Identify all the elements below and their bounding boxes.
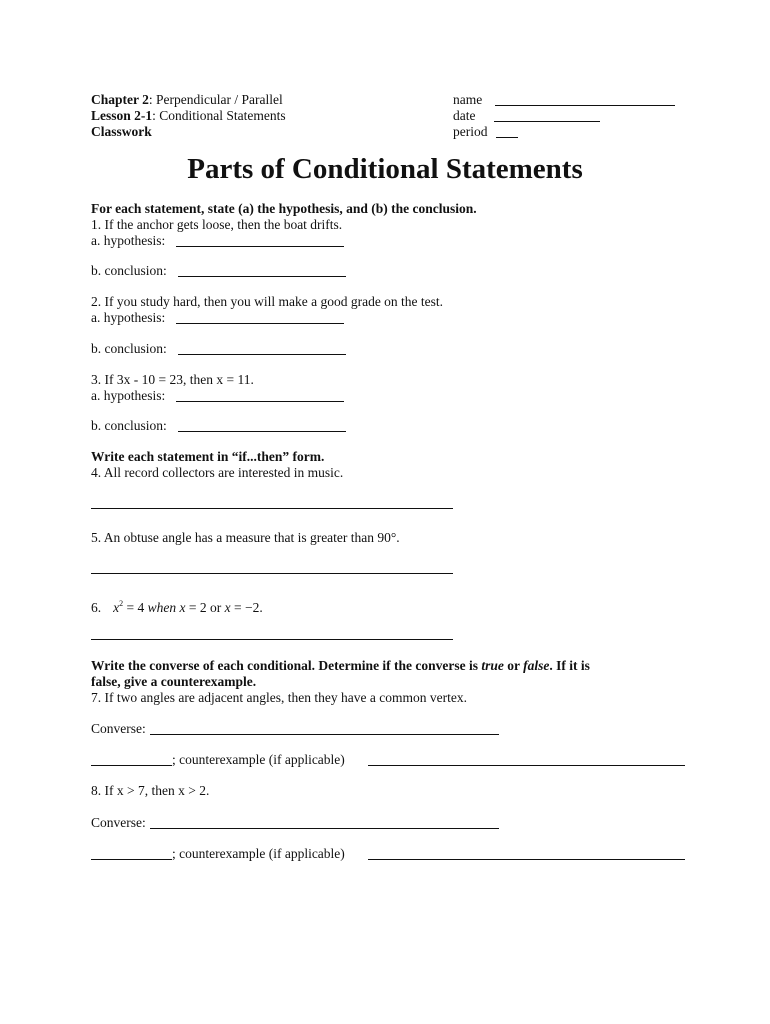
true-word: true [481, 658, 504, 673]
chapter-text: : Perpendicular / Parallel [148, 92, 283, 107]
question-1: 1. If the anchor gets loose, then the boat drifts. [91, 217, 343, 232]
q6-x2: x [224, 600, 231, 615]
question-8: 8. If x > 7, then x > 2. [91, 783, 210, 798]
q6-number: 6. [91, 600, 102, 615]
q4-answer-blank[interactable] [91, 508, 453, 509]
q5-answer-blank[interactable] [91, 573, 453, 574]
q6-equals: = 4 [123, 600, 148, 615]
q2-hypothesis-blank[interactable] [176, 323, 344, 324]
q8-counter-label: ; counterexample (if applicable) [172, 846, 345, 861]
q6-exponent: 2 [119, 599, 124, 608]
q6-x1: x [176, 600, 186, 615]
q7-counter-label: ; counterexample (if applicable) [172, 752, 345, 767]
chapter-line [91, 92, 283, 108]
q1-conclusion-label: b. conclusion: [91, 263, 167, 278]
q7-truth-blank[interactable] [91, 765, 172, 766]
chapter-label: Chapter 2 [91, 92, 149, 107]
section2-instruction: Write each statement in “if...then” form. [91, 449, 325, 464]
q8-converse-label: Converse: [91, 815, 146, 830]
q6-when: when [147, 600, 177, 615]
q6-end: = −2. [230, 600, 263, 615]
period-blank[interactable] [496, 137, 518, 138]
section3-instruction-a: Write the converse of each conditional. Determine if the converse is [91, 658, 482, 673]
question-3: 3. If 3x - 10 = 23, then x = 11. [91, 372, 254, 387]
date-label: date [453, 108, 476, 123]
q2-conclusion-blank[interactable] [178, 354, 346, 355]
q3-conclusion-label: b. conclusion: [91, 418, 167, 433]
name-label: name [453, 92, 483, 107]
q3-conclusion-blank[interactable] [178, 431, 346, 432]
question-5: 5. An obtuse angle has a measure that is greater than 90°. [91, 530, 400, 545]
q3-hypothesis-blank[interactable] [176, 401, 344, 402]
lesson-label: Lesson 2-1 [91, 108, 153, 123]
name-blank[interactable] [495, 105, 675, 106]
question-7: 7. If two angles are adjacent angles, then they have a common vertex. [91, 690, 467, 705]
false-word: false [523, 658, 550, 673]
q2-hypothesis-label: a. hypothesis: [91, 310, 166, 325]
q6-answer-blank[interactable] [91, 639, 453, 640]
q1-hypothesis-label: a. hypothesis: [91, 233, 166, 248]
lesson-line [91, 108, 286, 124]
q2-conclusion-label: b. conclusion: [91, 341, 167, 356]
or-word: or [503, 658, 524, 673]
section3-instruction-c: false, give a counterexample. [91, 674, 257, 689]
q6-equals2: = 2 or [185, 600, 225, 615]
q7-converse-blank[interactable] [150, 734, 499, 735]
q7-counter-blank[interactable] [368, 765, 685, 766]
question-4: 4. All record collectors are interested in music. [91, 465, 344, 480]
classwork-label: Classwork [91, 124, 152, 139]
period-label: period [453, 124, 488, 139]
section3-instruction-b: . If it is [549, 658, 590, 673]
lesson-text: : Conditional Statements [152, 108, 286, 123]
q1-hypothesis-blank[interactable] [176, 246, 344, 247]
q7-converse-label: Converse: [91, 721, 146, 736]
question-2: 2. If you study hard, then you will make a good grade on the test. [91, 294, 444, 309]
date-blank[interactable] [494, 121, 600, 122]
q8-converse-blank[interactable] [150, 828, 499, 829]
section3-instruction [91, 658, 590, 674]
q3-hypothesis-label: a. hypothesis: [91, 388, 166, 403]
question-6 [91, 596, 263, 616]
q8-counter-blank[interactable] [368, 859, 685, 860]
q1-conclusion-blank[interactable] [178, 276, 346, 277]
q8-truth-blank[interactable] [91, 859, 172, 860]
page-title: Parts of Conditional Statements [187, 153, 583, 185]
section1-instruction: For each statement, state (a) the hypothesis, and (b) the conclusion. [91, 201, 477, 216]
q6-variable: x [113, 600, 120, 615]
